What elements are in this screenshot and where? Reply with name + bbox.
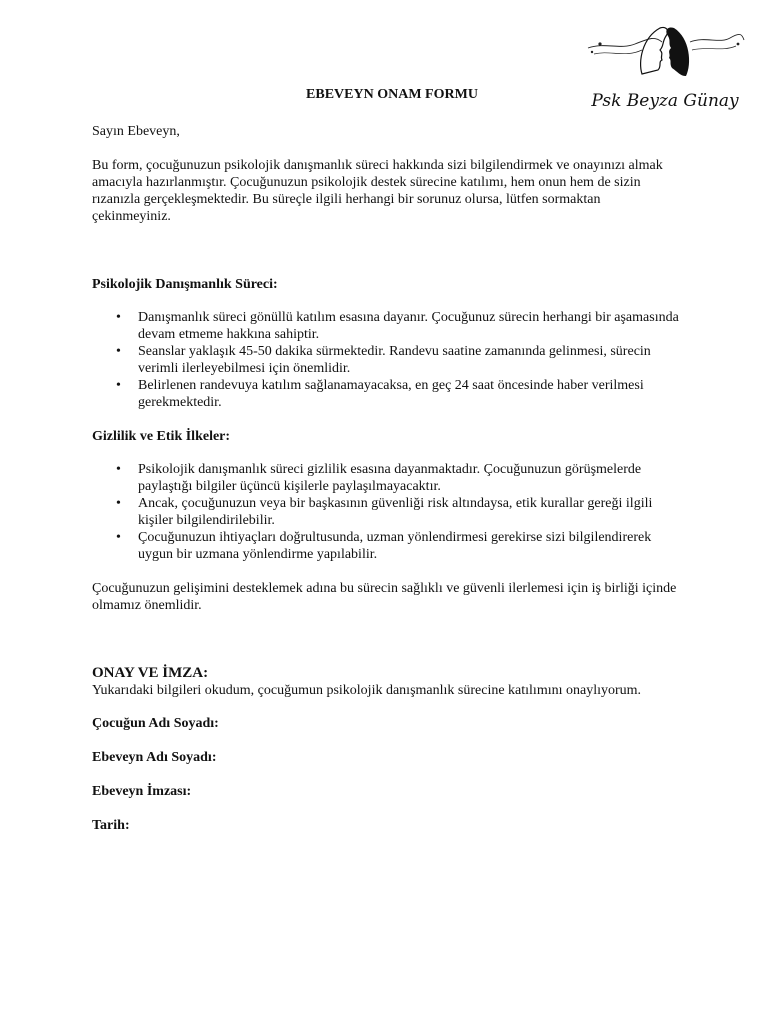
- intro-paragraph: Bu form, çocuğunuzun psikolojik danışmanlık süreci hakkında sizi bilgilendirmek ve onayınızı almak amacıyla hazırlanmıştır. Çocuğunuzun psikolojik destek sürecine katılımı, hem onun hem de sizin rızanızla gerçekleşmektedir. Bu süreçle ilgili herhangi bir sorunuz olursa, lütfen sormaktan çekinmeyiniz.: [92, 158, 663, 224]
- list-item: • Ancak, çocuğunuzun veya bir başkasının güvenliği risk altındaysa, etik kurallar gereği ilgili kişiler bilgilendirilebilir.: [138, 495, 682, 529]
- closing-paragraph: Çocuğunuzun gelişimini desteklemek adına bu sürecin sağlıklı ve güvenli ilerlemesi için iş birliği içinde olmamız önemlidir.: [92, 581, 677, 613]
- list-item: • Seanslar yaklaşık 45-50 dakika sürmektedir. Randevu saatine zamanında gelinmesi, sürecin verimli ilerleyebilmesi için önemlidir.: [138, 343, 682, 377]
- approval-statement: Yukarıdaki bilgileri okudum, çocuğumun psikolojik danışmanlık sürecine katılımını onaylıyorum.: [92, 683, 642, 698]
- list-item: • Psikolojik danışmanlık süreci gizlilik esasına dayanmaktadır. Çocuğunuzun görüşmelerde paylaştığı bilgiler üçüncü kişilerle paylaşılmayacaktır.: [138, 461, 682, 495]
- approval-heading: ONAY VE İMZA:: [92, 665, 209, 681]
- date-field[interactable]: Tarih:: [92, 818, 130, 833]
- list-item: • Danışmanlık süreci gönüllü katılım esasına dayanır. Çocuğunuz sürecin herhangi bir aşamasında devam etmeme hakkına sahiptir.: [138, 309, 682, 343]
- child-name-field[interactable]: Çocuğun Adı Soyadı:: [92, 716, 219, 731]
- list-item: • Çocuğunuzun ihtiyaçları doğrultusunda, uzman yönlendirmesi gerekirse sizi bilgilendirerek uygun bir uzmana yönlendirme yapılabilir.: [138, 529, 682, 563]
- form-content: [92, 86, 682, 851]
- svg-text:Psk Beyza Günay: Psk Beyza Günay: [591, 91, 739, 111]
- list-item: • Belirlenen randevuya katılım sağlanamayacaksa, en geç 24 saat öncesinde haber verilmesi gerekmektedir.: [138, 377, 682, 411]
- section-heading-privacy: Gizlilik ve Etik İlkeler:: [92, 429, 231, 444]
- process-list: [92, 309, 682, 411]
- privacy-list: [92, 461, 682, 563]
- parent-signature-field[interactable]: Ebeveyn İmzası:: [92, 784, 192, 799]
- form-title: EBEVEYN ONAM FORMU: [306, 87, 478, 102]
- section-heading-process: Psikolojik Danışmanlık Süreci:: [92, 277, 278, 292]
- parent-name-field[interactable]: Ebeveyn Adı Soyadı:: [92, 750, 217, 765]
- greeting: Sayın Ebeveyn,: [92, 124, 180, 139]
